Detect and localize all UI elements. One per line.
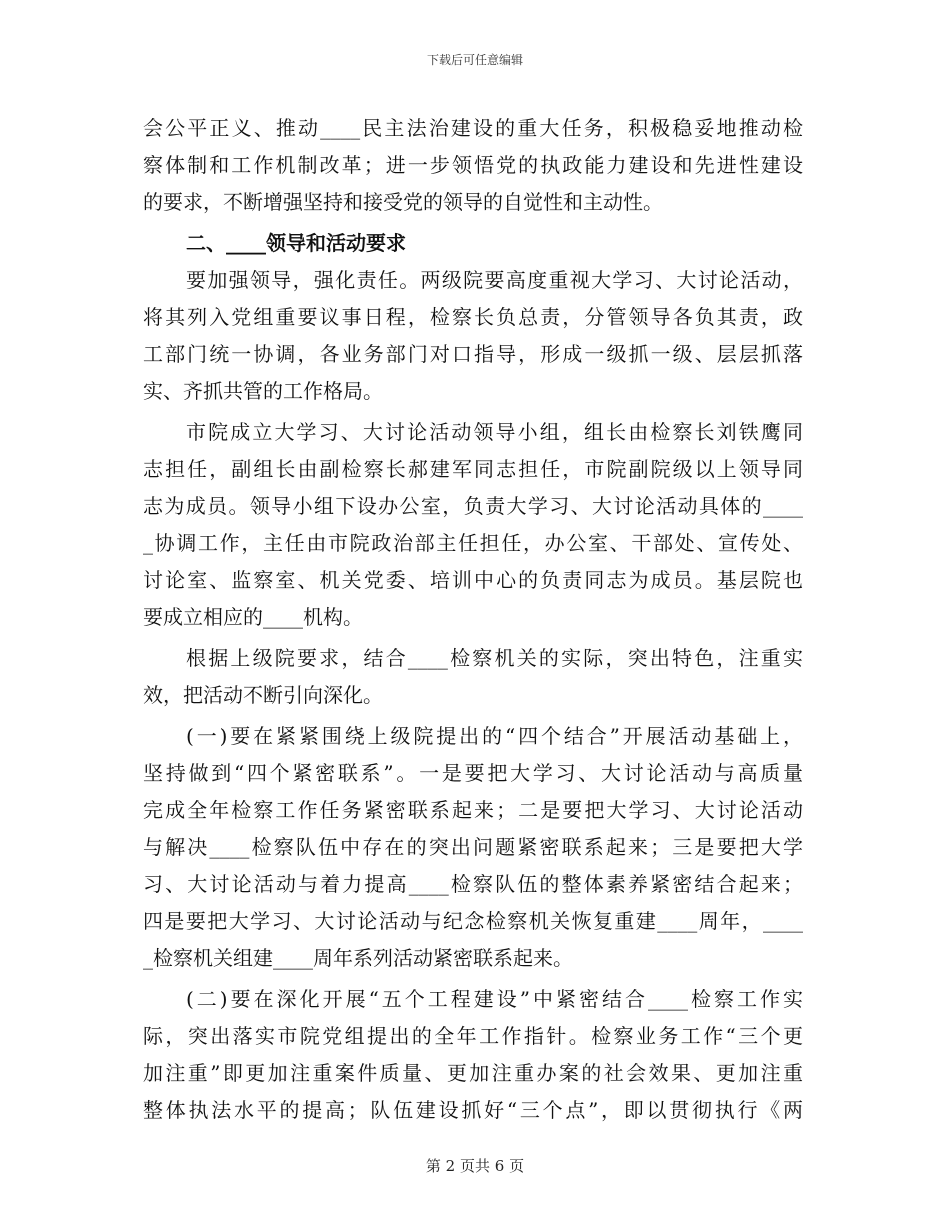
page-header: 下载后可任意编辑 (426, 53, 523, 67)
text-line: 市院成立大学习、大讨论活动领导小组，组长由检察长刘铁鹰同 (186, 420, 803, 444)
text-line: 工部门统一协调，各业务部门对口指导，形成一级抓一级、层层抓落 (143, 342, 803, 366)
text-line: 际，突出落实市院党组提出的全年工作指针。检察业务工作“三个更 (143, 1024, 803, 1048)
text-line: (一)要在紧紧围绕上级院提出的“四个结合”开展活动基础上， (186, 724, 803, 748)
text-line: 会公平正义、推动____民主法治建设的重大任务，积极稳妥地推动检 (143, 116, 803, 140)
text-line: 整体执法水平的提高；队伍建设抓好“三个点”，即以贯彻执行《两 (143, 1098, 803, 1122)
text-line: 志为成员。领导小组下设办公室，负责大学习、大讨论活动具体的____ (143, 494, 803, 518)
text-line: 实、齐抓共管的工作格局。 (143, 379, 383, 403)
text-line: _协调工作，主任由市院政治部主任担任，办公室、干部处、宣传处、 (143, 531, 803, 555)
document-body (143, 110, 803, 1129)
text-line: 讨论室、监察室、机关党委、培训中心的负责同志为成员。基层院也 (143, 568, 803, 592)
text-line: 将其列入党组重要议事日程，检察长负总责，分管领导各负其责，政 (143, 305, 803, 329)
text-line: 与解决____检察队伍中存在的突出问题紧密联系起来；三是要把大学 (143, 835, 803, 859)
text-line: 的要求，不断增强坚持和接受党的领导的自觉性和主动性。 (143, 190, 663, 214)
page-footer: 第 2 页共 6 页 (425, 1157, 525, 1175)
text-line: (二)要在深化开展“五个工程建设”中紧密结合____检察工作实 (186, 987, 803, 1011)
text-line: 察体制和工作机制改革；进一步领悟党的执政能力建设和先进性建设 (143, 153, 803, 177)
text-line: 习、大讨论活动与着力提高____检察队伍的整体素养紧密结合起来； (143, 872, 803, 896)
text-line: 效，把活动不断引向深化。 (143, 683, 383, 707)
text-line: _检察机关组建____周年系列活动紧密联系起来。 (143, 946, 573, 970)
text-line: 要成立相应的____机构。 (143, 605, 363, 629)
section-heading: 二、____领导和活动要求 (186, 231, 406, 255)
text-line: 根据上级院要求，结合____检察机关的实际，突出特色，注重实 (186, 646, 803, 670)
text-line: 要加强领导，强化责任。两级院要高度重视大学习、大讨论活动， (186, 268, 803, 292)
text-line: 加注重”即更加注重案件质量、更加注重办案的社会效果、更加注重 (143, 1061, 803, 1085)
text-line: 志担任，副组长由副检察长郝建军同志担任，市院副院级以上领导同 (143, 457, 803, 481)
text-line: 坚持做到“四个紧密联系”。一是要把大学习、大讨论活动与高质量 (143, 761, 803, 785)
text-line: 四是要把大学习、大讨论活动与纪念检察机关恢复重建____周年，____ (143, 909, 803, 933)
text-line: 完成全年检察工作任务紧密联系起来；二是要把大学习、大讨论活动 (143, 798, 803, 822)
